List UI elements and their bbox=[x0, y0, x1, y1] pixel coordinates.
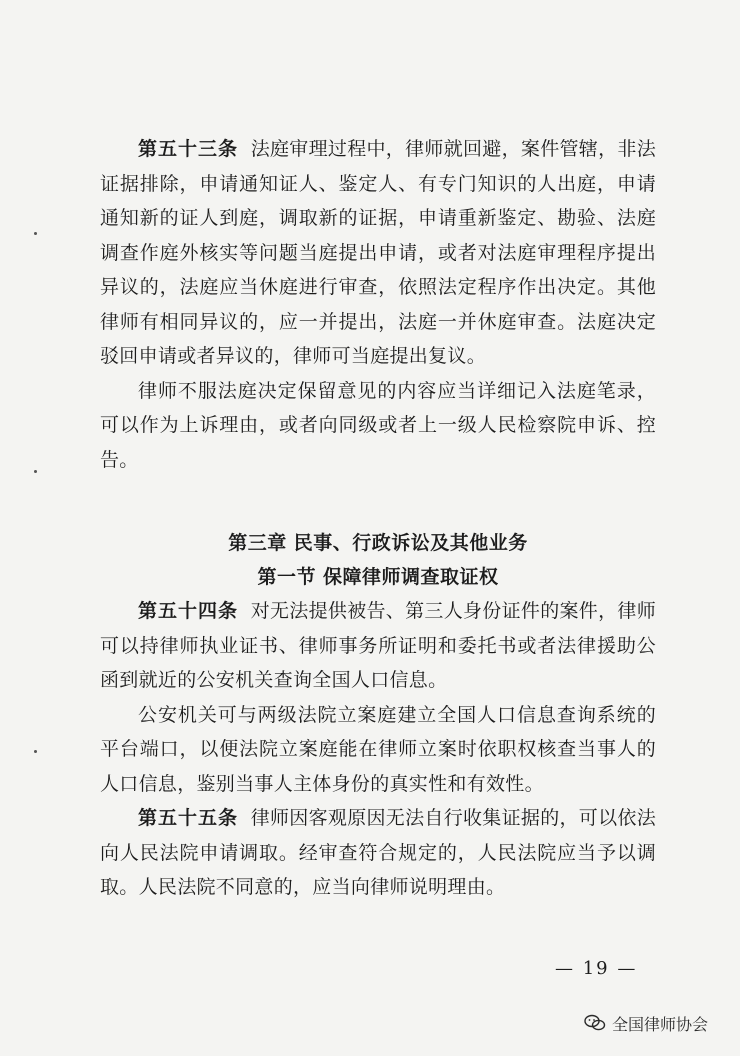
article-54-paragraph-1 bbox=[100, 594, 656, 698]
page-number: — 19 — bbox=[555, 958, 638, 979]
scan-mark bbox=[34, 470, 37, 473]
article-55-label: 第五十五条 bbox=[138, 807, 239, 829]
wechat-icon bbox=[584, 1014, 606, 1032]
article-53-text: 法庭审理过程中，律师就回避，案件管辖，非法证据排除，申请通知证人、鉴定人、有专门知识的人出庭，申请通知新的证人到庭，调取新的证据，申请重新鉴定、勘验、法庭调查作庭外核实等问题当庭提出申请，或者对法庭审理程序提出异议的，法庭应当休庭进行审查，依照法定程序作出决定。其他律师有相同异议的，应一并提出，法庭一并休庭审查。法庭决定驳回申请或者异议的，律师可当庭提出复议。 bbox=[100, 138, 657, 367]
scan-mark bbox=[34, 232, 37, 235]
article-54-label: 第五十四条 bbox=[138, 600, 239, 622]
article-53-paragraph-1 bbox=[100, 132, 656, 374]
chapter-title: 第三章 民事、行政诉讼及其他业务 bbox=[228, 532, 528, 554]
article-54-text: 对无法提供被告、第三人身份证件的案件，律师可以持律师执业证书、律师事务所证明和委托书或者法律援助公函到就近的公安机关查询全国人口信息。 bbox=[100, 600, 657, 691]
watermark-text: 全国律师协会 bbox=[612, 1014, 709, 1034]
section-title: 第一节 保障律师调查取证权 bbox=[257, 566, 499, 588]
watermark bbox=[584, 1012, 708, 1034]
article-55-paragraph-1 bbox=[100, 801, 656, 905]
scan-mark bbox=[34, 750, 37, 753]
article-53-paragraph-2: 律师不服法庭决定保留意见的内容应当详细记入法庭笔录，可以作为上诉理由，或者向同级或者上一级人民检察院申诉、控告。 bbox=[100, 379, 656, 471]
article-53-block bbox=[100, 132, 656, 477]
article-55-text: 律师因客观原因无法自行收集证据的，可以依法向人民法院申请调取。经审查符合规定的，人民法院应当予以调取。人民法院不同意的，应当向律师说明理由。 bbox=[100, 807, 657, 898]
article-54-55-block bbox=[100, 594, 656, 905]
article-53-label: 第五十三条 bbox=[138, 138, 239, 160]
article-54-paragraph-2: 公安机关可与两级法院立案庭建立全国人口信息查询系统的平台端口，以便法院立案庭能在律师立案时依职权核查当事人的人口信息，鉴别当事人主体身份的真实性和有效性。 bbox=[100, 703, 656, 795]
